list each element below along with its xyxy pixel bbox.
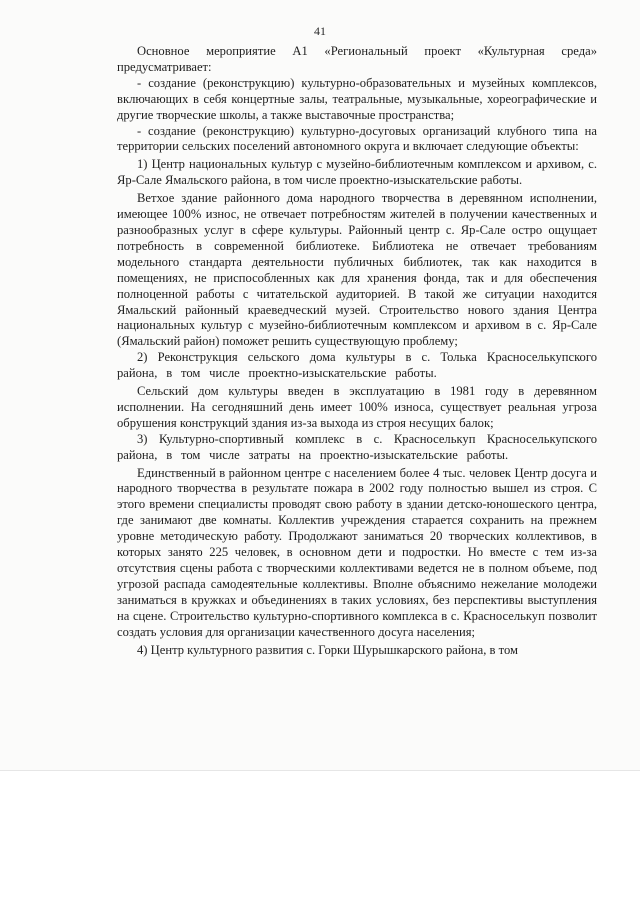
paragraph-item-4: 4) Центр культурного развития с. Горки Шурышкарского района, в том xyxy=(137,642,518,657)
paragraph-item-1: 1) Центр национальных культур с музейно-библиотечным комплексом и архивом, с. Яр-Сале Ямальского района, в том числе проектно-изыскательские работы. xyxy=(117,157,597,188)
paragraph-yar-sale: Ветхое здание районного дома народного творчества в деревянном исполнении, имеющее 100% износ, не отвечает потребностям жителей в получении качественных и разнообразных услуг в сфере культуры. Районный центр с. Яр-Сале остро ощущает потребность в современной библиотеке. Библиотека не отвечает требованиям модельного стандарта деятельности публичных библиотек, так как находится в помещениях, не приспособленных как для хранения фонда, так и для обеспечения полноценной работы с читательской аудиторией. В такой же ситуации находится Ямальский районный краеведческий музей. Строительство нового здания Центра национальных культур с музейно-библиотечным комплексом и архивом в с. Яр-Сале (Ямальский район) поможет решить существующую проблему; xyxy=(117,191,597,349)
body-text xyxy=(117,44,597,658)
paragraph-bullet-museums: - создание (реконструкцию) культурно-образовательных и музейных комплексов, включающих в себя концертные залы, театральные, музыкальные, хореографические и другие творческие школы, а также выставочные пространства; xyxy=(117,75,597,122)
paragraph-bullet-clubs: - создание (реконструкцию) культурно-досуговых организаций клубного типа на территории сельских поселений автономного округа и включает следующие объекты: xyxy=(117,123,597,154)
paragraph-item-3: 3) Культурно-спортивный комплекс в с. Красноселькуп Красноселькупского района, в том числе затраты на проектно-изыскательские работы. xyxy=(117,431,597,462)
paragraph-tolka: Сельский дом культуры введен в эксплуатацию в 1981 году в деревянном исполнении. На сегодняшний день имеет 100% износа, существует реальная угроза обрушения конструкций здания из-за выхода из строя несущих балок; xyxy=(117,384,597,430)
paragraph-intro: Основное мероприятие А1 «Региональный проект «Культурная среда» предусматривает: xyxy=(117,44,597,74)
paragraph-krasnoselkup: Единственный в районном центре с населением более 4 тыс. человек Центр досуга и народного творчества в результате пожара в 2002 году полностью вышел из строя. С этого времени специалисты проводят свою работу в здании детско-юношеского центра, где занимают две комнаты. Коллектив учреждения старается сохранить на прежнем уровне методическую работу. Продолжают заниматься 20 творческих коллективов, в которых занято 225 человек, в основном дети и подростки. Но вместе с тем из-за отсутствия сцены работа с творческими коллективами ведется не в полном объеме, под угрозой распада самодеятельные коллективы. Вполне объяснимо нежелание молодежи заниматься в кружках и объединениях в таких условиях, без перспективы выступления на сцене. Строительство культурно-спортивного комплекса в с. Красноселькуп позволит создать условия для организации качественного досуга населения; xyxy=(117,465,597,639)
paragraph-item-2: 2) Реконструкция сельского дома культуры в с. Толька Красноселькупского района, в том числе проектно-изыскательские работы. xyxy=(117,350,597,381)
page-number: 41 xyxy=(314,24,326,38)
